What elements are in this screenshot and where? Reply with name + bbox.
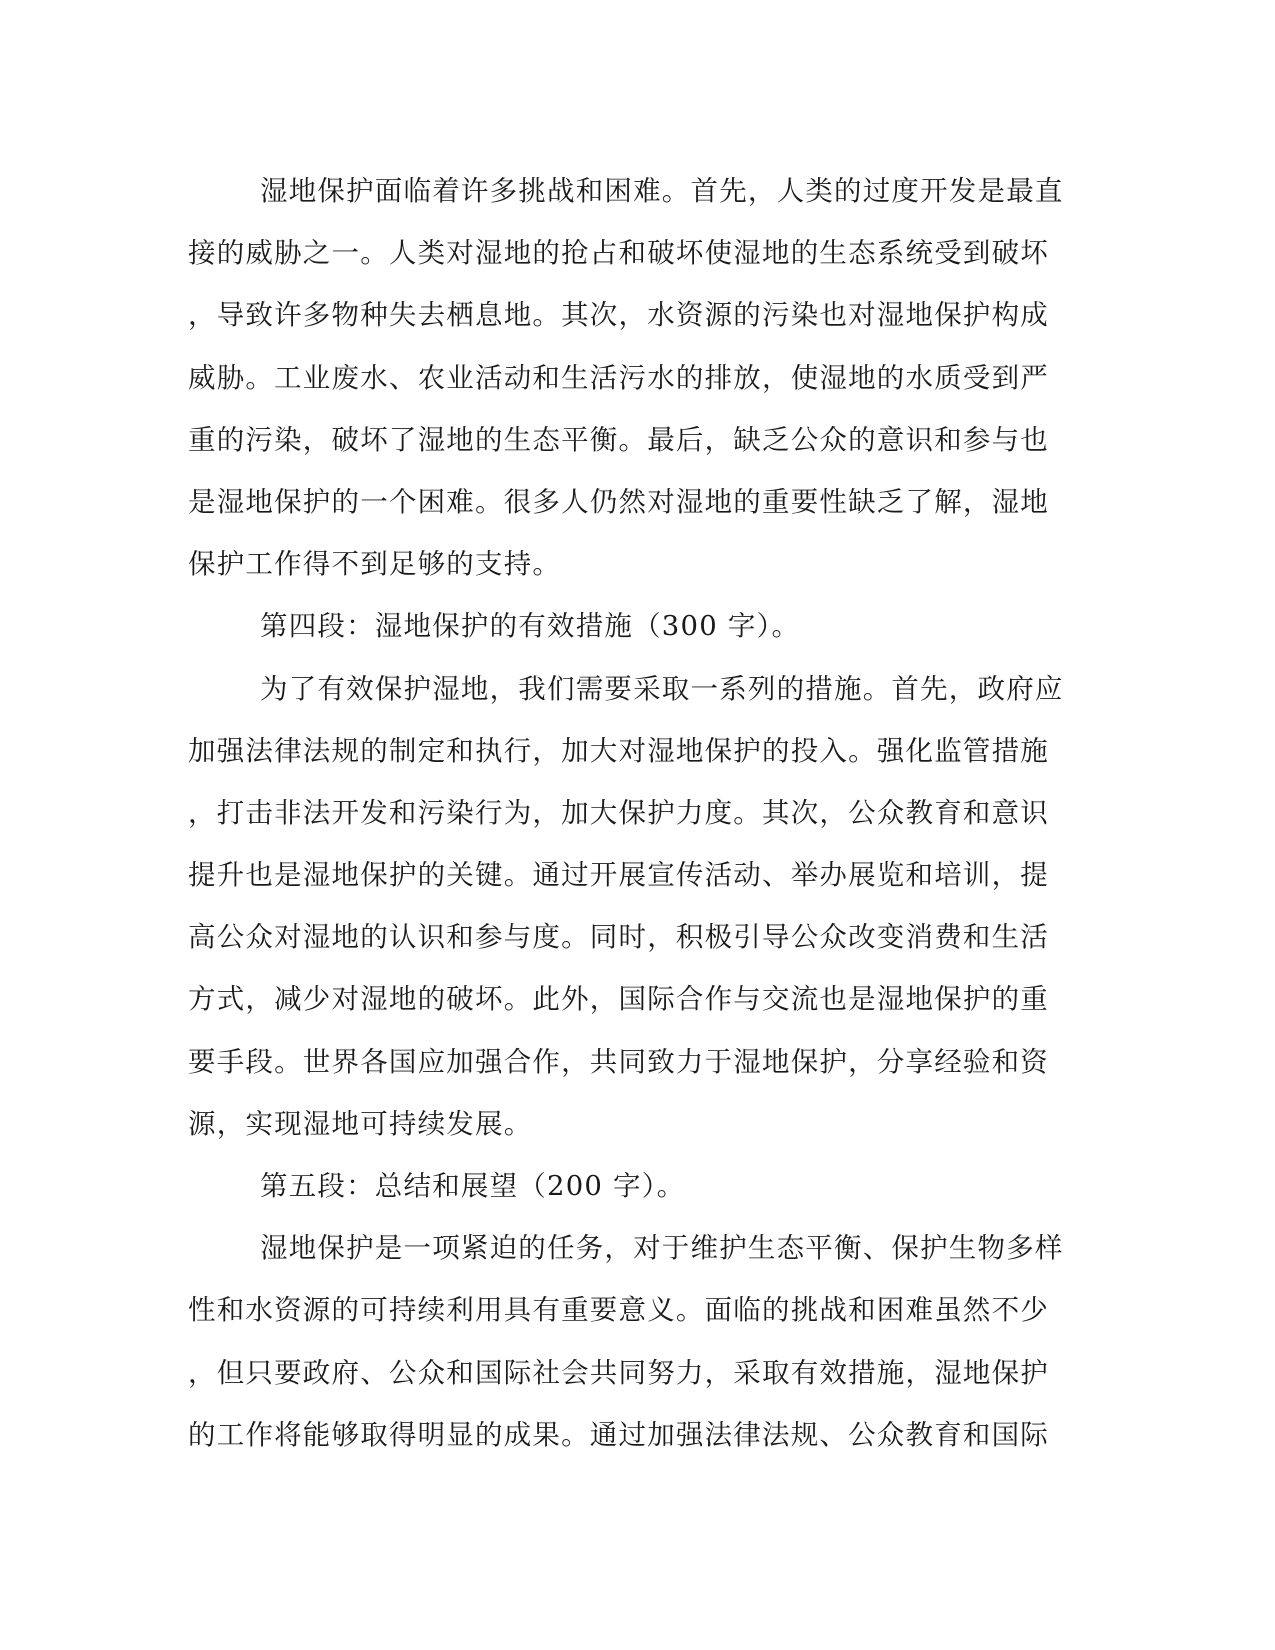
text-line: 保护工作得不到足够的支持。 xyxy=(188,548,562,581)
text-line: 第五段：总结和展望（200 字）。 xyxy=(260,1170,686,1202)
text-line: 为了有效保护湿地，我们需要采取一系列的措施。首先，政府应 xyxy=(260,672,1064,705)
text-line: ，导致许多物种失去栖息地。其次，水资源的污染也对湿地保护构成 xyxy=(188,299,1049,332)
text-line: ，但只要政府、公众和国际社会共同努力，采取有效措施，湿地保护 xyxy=(188,1356,1049,1389)
text-line: 威胁。工业废水、农业活动和生活污水的排放，使湿地的水质受到严 xyxy=(188,361,1049,394)
text-line: 湿地保护是一项紧迫的任务，对于维护生态平衡、保护生物多样 xyxy=(260,1232,1064,1265)
text-line: 源，实现湿地可持续发展。 xyxy=(188,1107,533,1140)
text-line: 是湿地保护的一个困难。很多人仍然对湿地的重要性缺乏了解，湿地 xyxy=(188,485,1049,518)
text-line: 接的威胁之一。人类对湿地的抢占和破坏使湿地的生态系统受到破坏 xyxy=(188,237,1049,270)
text-line: 提升也是湿地保护的关键。通过开展宣传活动、举办展览和培训，提 xyxy=(188,859,1049,892)
text-line: 第四段：湿地保护的有效措施（300 字）。 xyxy=(260,610,801,643)
text-line: 性和水资源的可持续利用具有重要意义。面临的挑战和困难虽然不少 xyxy=(188,1294,1049,1327)
text-line: 重的污染，破坏了湿地的生态平衡。最后，缺乏公众的意识和参与也 xyxy=(188,423,1049,456)
text-line: 的工作将能够取得明显的成果。通过加强法律法规、公众教育和国际 xyxy=(188,1418,1049,1451)
text-line: 要手段。世界各国应加强合作，共同致力于湿地保护，分享经验和资 xyxy=(188,1045,1049,1078)
text-line: 方式，减少对湿地的破坏。此外，国际合作与交流也是湿地保护的重 xyxy=(188,983,1049,1016)
text-line: 高公众对湿地的认识和参与度。同时，积极引导公众改变消费和生活 xyxy=(188,921,1049,954)
text-line: 加强法律法规的制定和执行，加大对湿地保护的投入。强化监管措施 xyxy=(188,734,1049,767)
text-line: 湿地保护面临着许多挑战和困难。首先，人类的过度开发是最直 xyxy=(260,175,1064,207)
body-text xyxy=(188,160,1068,1466)
text-line: ，打击非法开发和污染行为，加大保护力度。其次，公众教育和意识 xyxy=(188,796,1049,829)
